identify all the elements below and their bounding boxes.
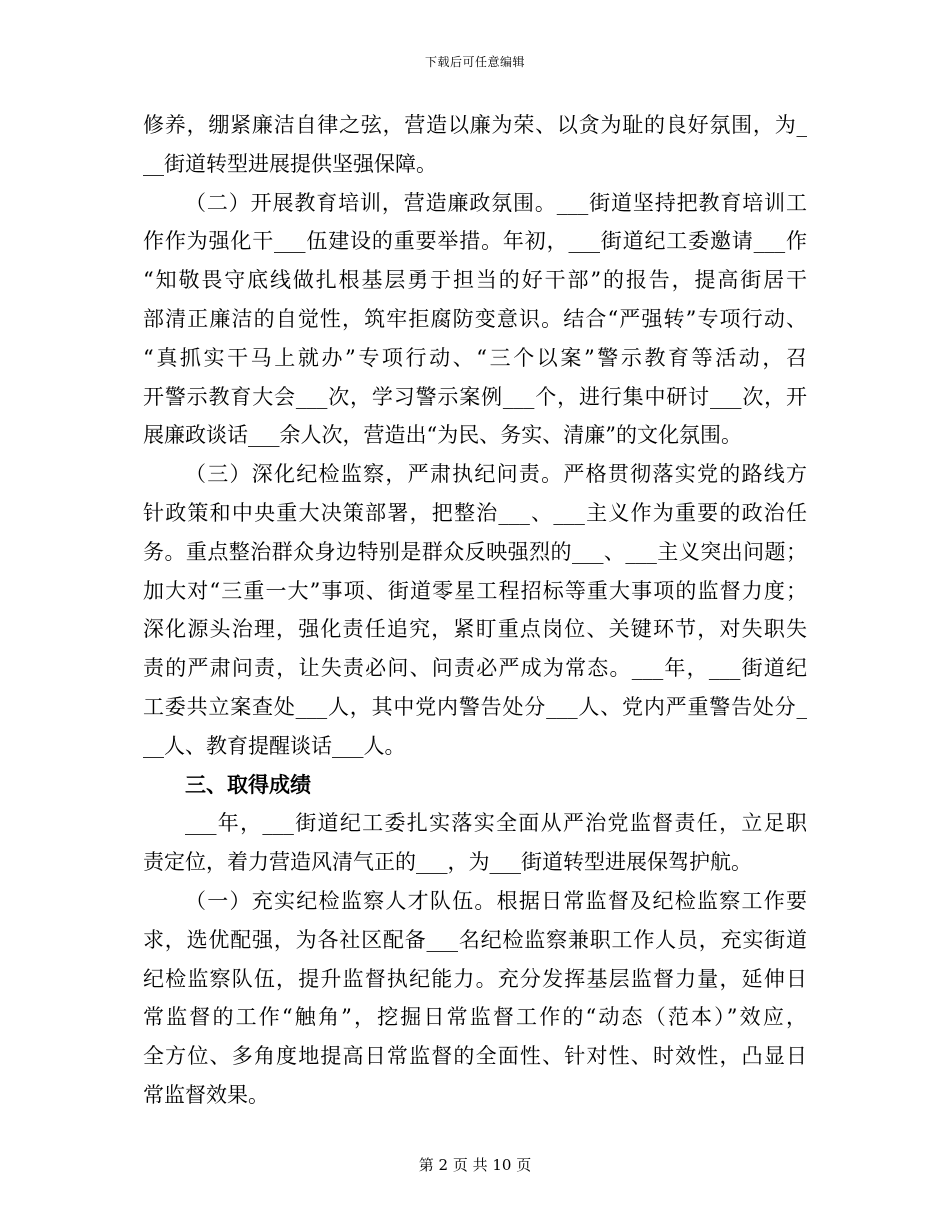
text-line: __人、教育提醒谈话___人。 (143, 733, 406, 758)
text-line: 纪检监察队伍，提升监督执纪能力。充分发挥基层监督力量，延伸日 (143, 966, 807, 991)
text-line: 加大对“三重一大”事项、街道零星工程招标等重大事项的监督力度； (143, 578, 807, 603)
text-line: （二）开展教育培训，营造廉政氛围。___街道坚持把教育培训工 (185, 190, 807, 215)
text-line: __街道转型进展提供坚强保障。 (143, 151, 437, 176)
text-line: 常监督的工作“触角”，挖掘日常监督工作的“动态（范本）”效应， (143, 1005, 807, 1030)
text-line: 深化源头治理，强化责任追究，紧盯重点岗位、关键环节，对失职失 (143, 617, 807, 642)
text-line: 责定位，着力营造风清气正的___，为___街道转型进展保驾护航。 (143, 850, 752, 875)
text-line: 工委共立案查处___人，其中党内警告处分___人、党内严重警告处分_ (143, 694, 807, 719)
text-line: 部清正廉洁的自觉性，筑牢拒腐防变意识。结合“严强转”专项行动、 (143, 306, 807, 331)
text-line: “真抓实干马上就办”专项行动、“三个以案”警示教育等活动，召 (143, 345, 807, 370)
text-line: 务。重点整治群众身边特别是群众反映强烈的___、___主义突出问题； (143, 539, 807, 564)
page-header: 下载后可任意编辑 (424, 55, 525, 69)
text-line: （三）深化纪检监察，严肃执纪问责。严格贯彻落实党的路线方 (185, 462, 807, 487)
text-line: 常监督效果。 (143, 1082, 269, 1107)
text-line: 开警示教育大会___次，学习警示案例___个，进行集中研讨___次，开 (143, 384, 807, 409)
text-line: 针政策和中央重大决策部署，把整治___、___主义作为重要的政治任 (143, 500, 807, 525)
text-line: 全方位、多角度地提高日常监督的全面性、针对性、时效性，凸显日 (143, 1044, 807, 1069)
text-line: 修养，绷紧廉洁自律之弦，营造以廉为荣、以贪为耻的良好氛围，为_ (143, 113, 807, 137)
text-line: （一）充实纪检监察人才队伍。根据日常监督及纪检监察工作要 (185, 888, 807, 913)
text-line: 求，选优配强，为各社区配备___名纪检监察兼职工作人员，充实街道 (143, 927, 807, 952)
page-footer: 第 2 页 共 10 页 (418, 1156, 532, 1174)
text-line: 展廉政谈话___余人次，营造出“为民、务实、清廉”的文化氛围。 (143, 423, 742, 448)
text-line: “知敬畏守底线做扎根基层勇于担当的好干部”的报告，提高街居干 (143, 268, 807, 293)
document-body (143, 106, 807, 1115)
text-line: ___年，___街道纪工委扎实落实全面从严治党监督责任，立足职 (185, 811, 807, 836)
text-line: 作作为强化干___伍建设的重要举措。年初，___街道纪工委邀请___作 (143, 229, 807, 254)
text-line: 责的严肃问责，让失责必问、问责必严成为常态。___年，___街道纪 (143, 656, 807, 681)
section-heading: 三、取得成绩 (185, 772, 311, 797)
